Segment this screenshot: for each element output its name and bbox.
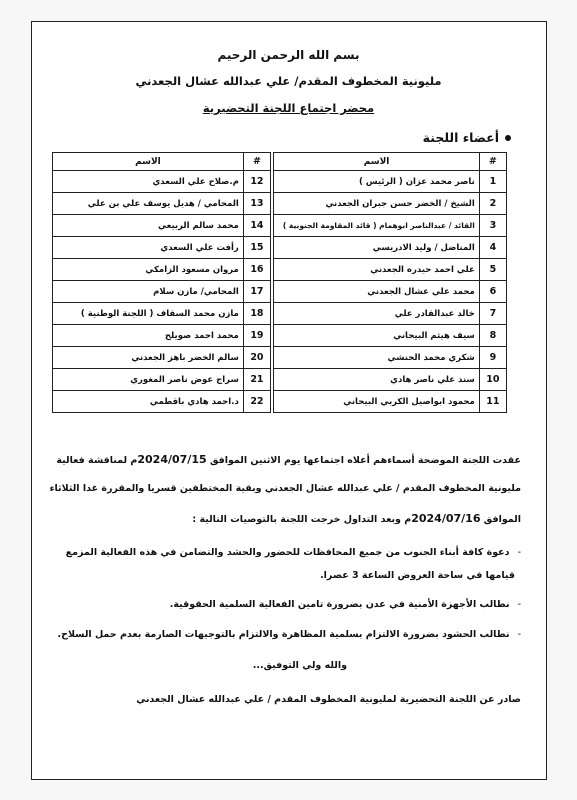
column-gap xyxy=(271,391,274,413)
member-number: 5 xyxy=(479,259,506,281)
member-name: محمد احمد صويلح xyxy=(53,325,244,347)
member-name: القائد / عبدالناصر ابوهمام ( قائد المقاومة الجنوبية ) xyxy=(274,215,480,237)
table-header-row xyxy=(53,153,507,171)
column-gap xyxy=(271,369,274,391)
bullet-icon xyxy=(505,135,511,141)
member-number: 11 xyxy=(479,391,506,413)
member-number: 19 xyxy=(243,325,270,347)
body-text: م وبعد التداول خرجت اللجنة بالتوصيات التالية : xyxy=(192,514,412,525)
member-number: 17 xyxy=(243,281,270,303)
member-name: سيف هيثم البيحاني xyxy=(274,325,480,347)
event-date: 2024/07/16 xyxy=(411,512,481,525)
column-gap xyxy=(271,347,274,369)
member-name: محمد سالم الربيعي xyxy=(53,215,244,237)
member-name: سراج عوض ناصر المغوري xyxy=(53,369,244,391)
table-row xyxy=(53,325,507,347)
member-name: م.صلاح علي السعدي xyxy=(53,171,244,193)
bullet-dash: - xyxy=(517,629,521,640)
header-num: # xyxy=(479,153,506,171)
column-gap xyxy=(271,153,274,171)
member-name: المحامي / هديل يوسف علي بن علي xyxy=(53,193,244,215)
member-number: 8 xyxy=(479,325,506,347)
member-number: 18 xyxy=(243,303,270,325)
member-name: ناصر محمد عزان ( الرئيس ) xyxy=(274,171,480,193)
member-number: 14 xyxy=(243,215,270,237)
basmala: بسم الله الرحمن الرحيم xyxy=(217,48,360,62)
body-text: الموافق xyxy=(483,514,521,525)
recommendation-item xyxy=(91,599,521,610)
header-num: # xyxy=(243,153,270,171)
member-number: 1 xyxy=(479,171,506,193)
table-row xyxy=(53,215,507,237)
member-number: 7 xyxy=(479,303,506,325)
member-number: 6 xyxy=(479,281,506,303)
table-row xyxy=(53,281,507,303)
member-number: 12 xyxy=(243,171,270,193)
column-gap xyxy=(271,193,274,215)
member-name: محمد علي عشال الجعدني xyxy=(274,281,480,303)
table-row xyxy=(53,303,507,325)
table-row xyxy=(53,171,507,193)
minutes-title: محضر اجتماع اللجنة التحضيرية xyxy=(202,101,375,115)
member-number: 20 xyxy=(243,347,270,369)
members-heading xyxy=(423,130,511,145)
body-paragraph-line xyxy=(56,453,521,466)
member-name: علي احمد حيدره الجعدني xyxy=(274,259,480,281)
member-name: رأفت علي السعدي xyxy=(53,237,244,259)
issuer-line: صادر عن اللجنة التحضيرية لمليونية المخطوف المقدم / علي عبدالله عشال الجعدني xyxy=(136,694,521,705)
member-name: سالم الخضر باهز الجعدني xyxy=(53,347,244,369)
table-row xyxy=(53,391,507,413)
table-row xyxy=(53,347,507,369)
column-gap xyxy=(271,237,274,259)
member-number: 9 xyxy=(479,347,506,369)
column-gap xyxy=(271,259,274,281)
event-title: مليونية المخطوف المقدم/ علي عبدالله عشال الجعدني xyxy=(135,74,442,88)
recommendation-item xyxy=(57,629,521,640)
member-name: خالد عبدالقادر علي xyxy=(274,303,480,325)
column-gap xyxy=(271,325,274,347)
column-gap xyxy=(271,281,274,303)
members-heading-text: أعضاء اللجنة xyxy=(422,130,499,145)
member-number: 15 xyxy=(243,237,270,259)
column-gap xyxy=(271,303,274,325)
recommendation-item xyxy=(65,547,521,558)
table-row xyxy=(53,259,507,281)
recommendation-continuation: قيامها في ساحة العروض الساعة 3 عصرا. xyxy=(320,570,515,581)
bullet-dash: - xyxy=(517,547,521,558)
member-name: الشيخ / الخضر حسن جبران الجعدني xyxy=(274,193,480,215)
column-gap xyxy=(271,215,274,237)
body-text: عقدت اللجنة الموضحة أسماءهم أعلاه اجتماعها يوم الاثنين الموافق xyxy=(209,455,521,466)
member-name: محمود ابواصيل الكربي البيحاني xyxy=(274,391,480,413)
table-row xyxy=(53,193,507,215)
member-number: 16 xyxy=(243,259,270,281)
column-gap xyxy=(271,171,274,193)
header-name: الاسم xyxy=(53,153,244,171)
member-number: 22 xyxy=(243,391,270,413)
member-number: 13 xyxy=(243,193,270,215)
recommendation-text: دعوة كافة أبناء الجنوب من جميع المحافظات للحضور والحشد والتضامن في هذه الفعالية المزمع xyxy=(65,547,510,558)
member-name: المناضل / وليد الادريسي xyxy=(274,237,480,259)
member-name: مروان مسعود الزامكي xyxy=(53,259,244,281)
member-number: 3 xyxy=(479,215,506,237)
member-name: مازن محمد السقاف ( اللجنة الوطنية ) xyxy=(53,303,244,325)
member-number: 10 xyxy=(479,369,506,391)
body-paragraph-line xyxy=(91,512,521,525)
member-number: 4 xyxy=(479,237,506,259)
closing-line: والله ولي التوفيق... xyxy=(252,660,347,671)
table-row xyxy=(53,369,507,391)
body-text: م لمناقشة فعالية xyxy=(56,455,138,466)
meeting-date: 2024/07/15 xyxy=(137,453,207,466)
recommendation-text: نطالب الأجهزة الأمنية في عدن بضرورة تامين الفعالية السلمية الحقوقية. xyxy=(169,599,510,610)
member-name: د.احمد هادي باقطمي xyxy=(53,391,244,413)
table-row xyxy=(53,237,507,259)
member-number: 2 xyxy=(479,193,506,215)
bullet-dash: - xyxy=(517,599,521,610)
member-name: سند علي ناصر هادي xyxy=(274,369,480,391)
member-number: 21 xyxy=(243,369,270,391)
header-name: الاسم xyxy=(274,153,480,171)
body-paragraph-line: مليونية المخطوف المقدم / علي عبدالله عشال الجعدني وبقية المختطفين قسريا والمقررة غدا الثلاثاء xyxy=(49,483,521,494)
committee-table xyxy=(52,152,507,413)
recommendation-text: نطالب الحشود بضرورة الالتزام بسلمية المظاهرة والالتزام بالتوجيهات الصارمة بعدم حمل السلاح. xyxy=(57,629,510,640)
member-name: شكري محمد الحنشي xyxy=(274,347,480,369)
member-name: المحامي/ مازن سلام xyxy=(53,281,244,303)
